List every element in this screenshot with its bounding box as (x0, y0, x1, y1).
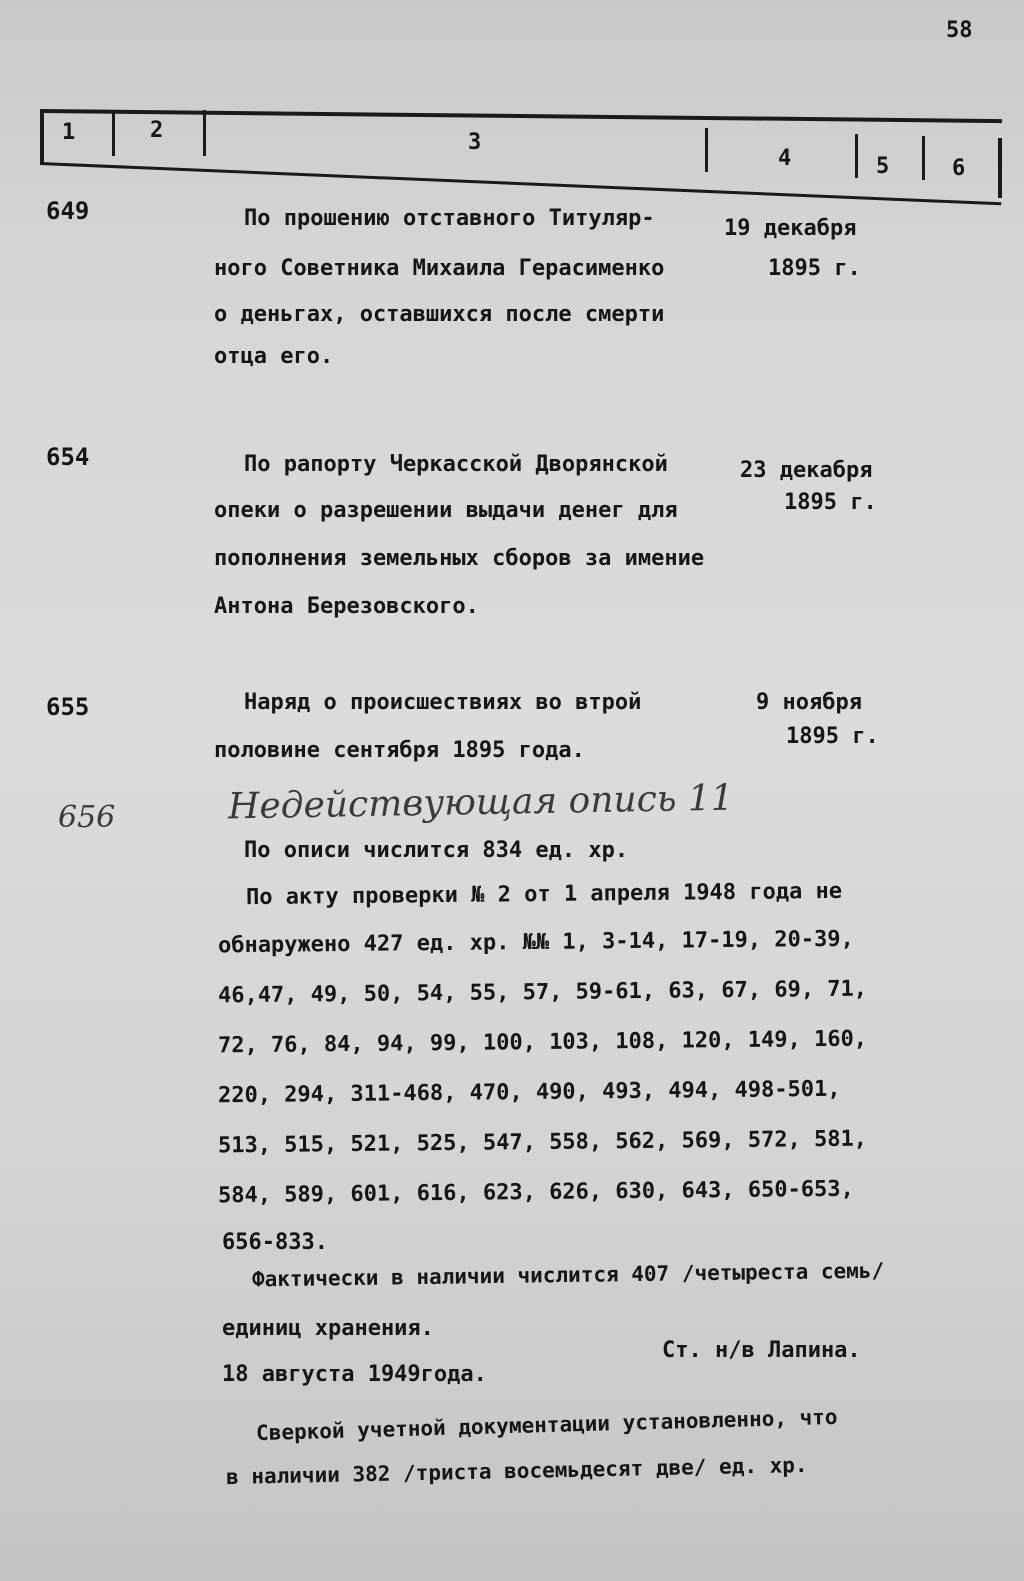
actual-count-line: единиц хранения. (222, 1316, 434, 1341)
entry-text-line: По прошению отставного Титуляр- (244, 206, 655, 231)
header-column-4: 4 (778, 146, 792, 171)
act-line: 72, 76, 84, 94, 99, 100, 103, 108, 120, 149, 160, (217, 1026, 868, 1059)
handwritten-note: Недействующая опись 11 (227, 777, 734, 828)
handwritten-number: 656 (58, 800, 116, 835)
act-line: обнаружено 427 ед. хр. №№ 1, 3-14, 17-19, 20-39, (217, 926, 854, 959)
entry-date-year: 1895 г. (768, 256, 861, 281)
reconciliation-line: в наличии 382 /триста восемьдесят две/ ед. хр. (225, 1452, 808, 1490)
act-line: 513, 515, 521, 525, 547, 558, 562, 569, 572, 581, (217, 1126, 868, 1159)
document-date: 18 августа 1949года. (222, 1362, 487, 1387)
header-column-6: 6 (952, 156, 966, 181)
entry-text-line: о деньгах, оставшихся после смерти (214, 302, 665, 327)
entry-text-line: пополнения земельных сборов за имение (214, 546, 705, 571)
entry-number: 654 (46, 443, 90, 471)
act-line: 656-833. (222, 1230, 328, 1255)
act-line: 584, 589, 601, 616, 623, 626, 630, 643, 650-653, (217, 1176, 854, 1209)
entry-date: 9 ноября (756, 690, 862, 715)
act-line: 220, 294, 311-468, 470, 490, 493, 494, 498-501, (217, 1076, 841, 1109)
entry-date: 19 декабря (724, 216, 857, 241)
entry-text-line: По рапорту Черкасской Дворянской (244, 452, 668, 477)
entry-date: 23 декабря (740, 458, 873, 483)
entry-date-year: 1895 г. (786, 724, 879, 749)
signature: Ст. н/в Лапина. (662, 1338, 861, 1363)
act-line: По акту проверки № 2 от 1 апреля 1948 года не (245, 878, 843, 911)
entry-text-line: Наряд о происшествиях во втрой (244, 690, 642, 715)
act-line: 46,47, 49, 50, 54, 55, 57, 59-61, 63, 67, 69, 71, (217, 976, 868, 1009)
actual-count-line: Фактически в наличии числится 407 /четыреста семь/ (251, 1258, 885, 1292)
entry-date-year: 1895 г. (784, 490, 877, 515)
entry-text-line: опеки о разрешении выдачи денег для (214, 498, 678, 523)
page-number: 58 (946, 18, 973, 43)
entry-text-line: ного Советника Михаила Герасименко (214, 256, 665, 281)
bleed-through-text (380, 360, 392, 384)
entry-number: 649 (46, 197, 90, 225)
entry-number: 655 (46, 693, 90, 721)
header-column-3: 3 (468, 130, 482, 155)
summary-total: По описи числится 834 ед. хр. (244, 838, 629, 863)
header-column-1: 1 (62, 120, 76, 145)
header-column-5: 5 (876, 154, 890, 179)
entry-text-line: половине сентября 1895 года. (214, 738, 585, 763)
reconciliation-line: Сверкой учетной документации установленно, что (255, 1404, 838, 1446)
entry-text-line: отца его. (214, 344, 334, 369)
header-column-2: 2 (150, 118, 164, 143)
entry-text-line: Антона Березовского. (214, 594, 479, 619)
